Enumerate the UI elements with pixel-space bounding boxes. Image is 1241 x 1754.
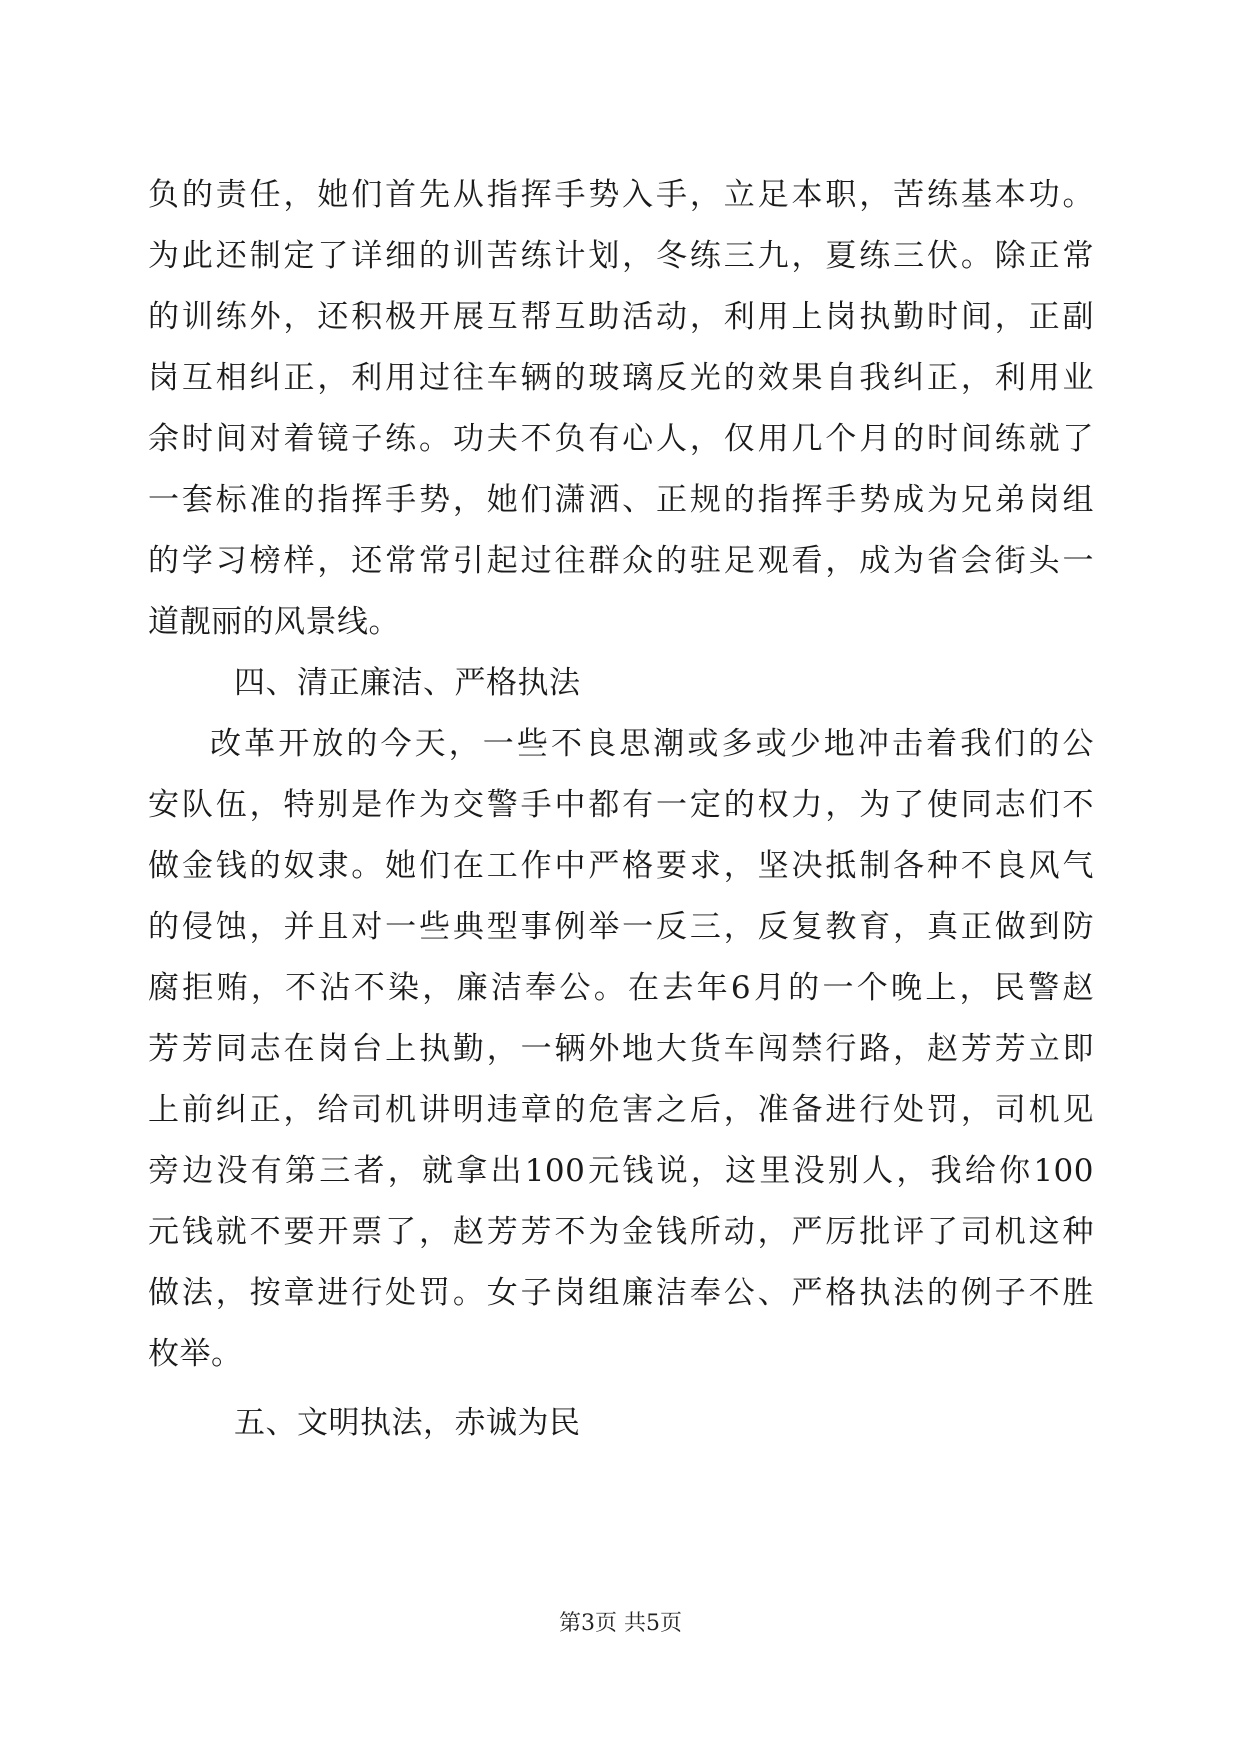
text-line: 的学习榜样，还常常引起过往群众的驻足观看，成为省会街头一	[148, 543, 1094, 579]
text-line: 做金钱的奴隶。她们在工作中严格要求，坚决抵制各种不良风气	[148, 848, 1094, 884]
text-line: 做法，按章进行处罚。女子岗组廉洁奉公、严格执法的例子不胜	[148, 1275, 1094, 1311]
text-line: 改革开放的今天，一些不良思潮或多或少地冲击着我们的公	[210, 726, 1094, 762]
text-line: 腐拒贿，不沾不染，廉洁奉公。在去年6月的一个晚上，民警赵	[148, 970, 1094, 1006]
paragraph-1	[148, 165, 1094, 653]
section-heading-5: 五、文明执法，赤诚为民	[234, 1405, 581, 1441]
text-line: 负的责任，她们首先从指挥手势入手，立足本职，苦练基本功。	[148, 177, 1094, 213]
text-line: 旁边没有第三者，就拿出100元钱说，这里没别人，我给你100	[148, 1153, 1094, 1189]
text-line: 的侵蚀，并且对一些典型事例举一反三，反复教育，真正做到防	[148, 909, 1094, 945]
text-line: 一套标准的指挥手势，她们潇洒、正规的指挥手势成为兄弟岗组	[148, 482, 1094, 518]
text-line: 道靓丽的风景线。	[148, 604, 400, 640]
text-line: 岗互相纠正，利用过往车辆的玻璃反光的效果自我纠正，利用业	[148, 360, 1094, 396]
text-line: 芳芳同志在岗台上执勤，一辆外地大货车闯禁行路，赵芳芳立即	[148, 1031, 1094, 1067]
text-line: 元钱就不要开票了，赵芳芳不为金钱所动，严厉批评了司机这种	[148, 1214, 1094, 1250]
paragraph-2	[148, 714, 1094, 1385]
text-line: 的训练外，还积极开展互帮互助活动，利用上岗执勤时间，正副	[148, 299, 1094, 335]
text-line: 余时间对着镜子练。功夫不负有心人，仅用几个月的时间练就了	[148, 421, 1094, 457]
body-text	[148, 165, 1094, 1454]
text-line: 上前纠正，给司机讲明违章的危害之后，准备进行处罚，司机见	[148, 1092, 1094, 1128]
page-footer	[0, 1609, 1241, 1639]
text-line: 为此还制定了详细的训苦练计划，冬练三九，夏练三伏。除正常	[148, 238, 1094, 274]
text-line: 安队伍，特别是作为交警手中都有一定的权力，为了使同志们不	[148, 787, 1094, 823]
page-number: 第3页 共5页	[559, 1611, 682, 1636]
section-heading-4: 四、清正廉洁、严格执法	[234, 665, 581, 701]
text-line: 枚举。	[148, 1336, 243, 1372]
